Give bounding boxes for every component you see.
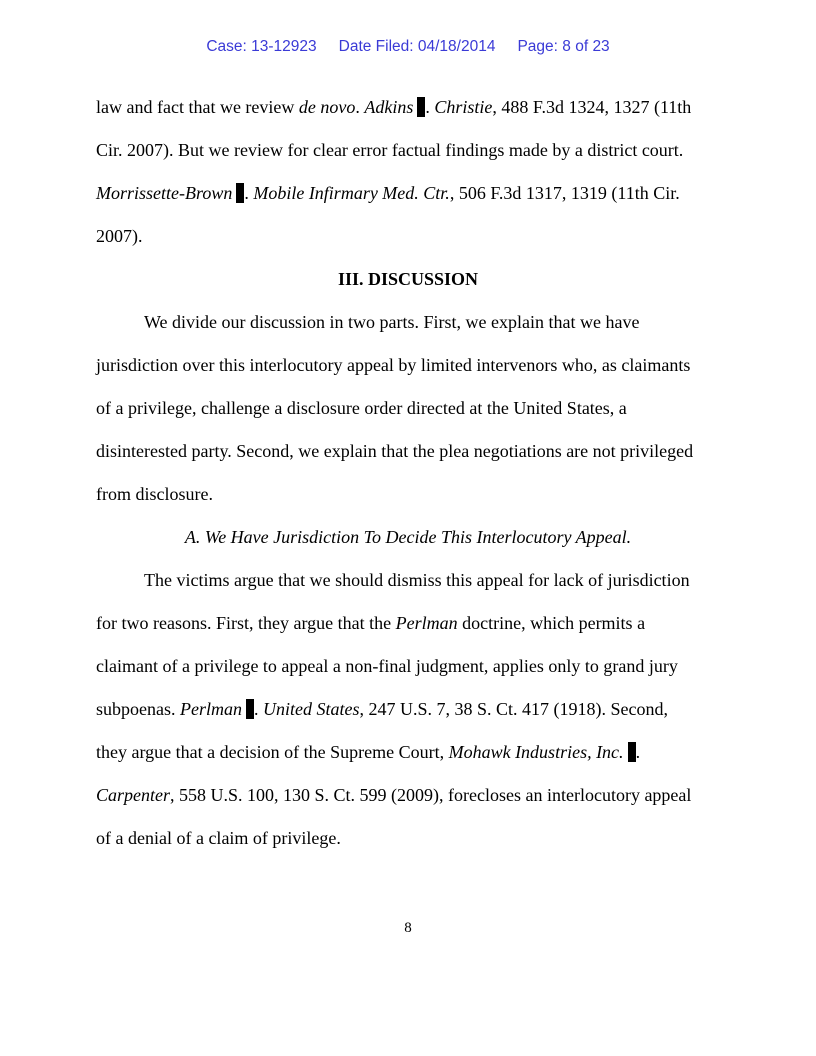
body-line: of a privilege, challenge a disclosure order directed at the United States, a	[96, 398, 627, 418]
body-line: claimant of a privilege to appeal a non-final judgment, applies only to grand jury	[96, 656, 678, 676]
body-line: Carpenter, 558 U.S. 100, 130 S. Ct. 599 (2009), forecloses an interlocutory appeal	[96, 785, 692, 805]
body-line: of a denial of a claim of privilege.	[96, 828, 341, 848]
redaction-block	[628, 742, 636, 762]
case-header	[0, 38, 816, 56]
body-line: The victims argue that we should dismiss this appeal for lack of jurisdiction	[144, 570, 690, 590]
body-line: 2007).	[96, 226, 143, 246]
page-number: 8	[404, 920, 412, 936]
subsection-heading: A. We Have Jurisdiction To Decide This Interlocutory Appeal.	[184, 527, 632, 547]
body-line: Morrissette-Brown . Mobile Infirmary Med. Ctr., 506 F.3d 1317, 1319 (11th Cir.	[96, 183, 680, 203]
body-line: law and fact that we review de novo. Adkins . Christie, 488 F.3d 1324, 1327 (11th	[96, 97, 692, 117]
body-line: Cir. 2007). But we review for clear error factual findings made by a district court.	[96, 140, 684, 160]
body-line: subpoenas. Perlman . United States, 247 U.S. 7, 38 S. Ct. 417 (1918). Second,	[96, 699, 669, 719]
body-line: from disclosure.	[96, 484, 213, 504]
body-line: for two reasons. First, they argue that the Perlman doctrine, which permits a	[96, 613, 646, 633]
date-filed: Date Filed: 04/18/2014	[338, 38, 496, 55]
page-indicator: Page: 8 of 23	[517, 38, 610, 55]
body-line: We divide our discussion in two parts. First, we explain that we have	[144, 312, 640, 332]
case-number: Case: 13-12923	[206, 38, 317, 55]
body-line: jurisdiction over this interlocutory appeal by limited intervenors who, as claimants	[96, 355, 691, 375]
body-line: they argue that a decision of the Supreme Court, Mohawk Industries, Inc. .	[96, 742, 641, 762]
body-line: disinterested party. Second, we explain that the plea negotiations are not privileged	[96, 441, 694, 461]
section-heading: III. DISCUSSION	[337, 269, 479, 289]
redaction-block	[246, 699, 254, 719]
